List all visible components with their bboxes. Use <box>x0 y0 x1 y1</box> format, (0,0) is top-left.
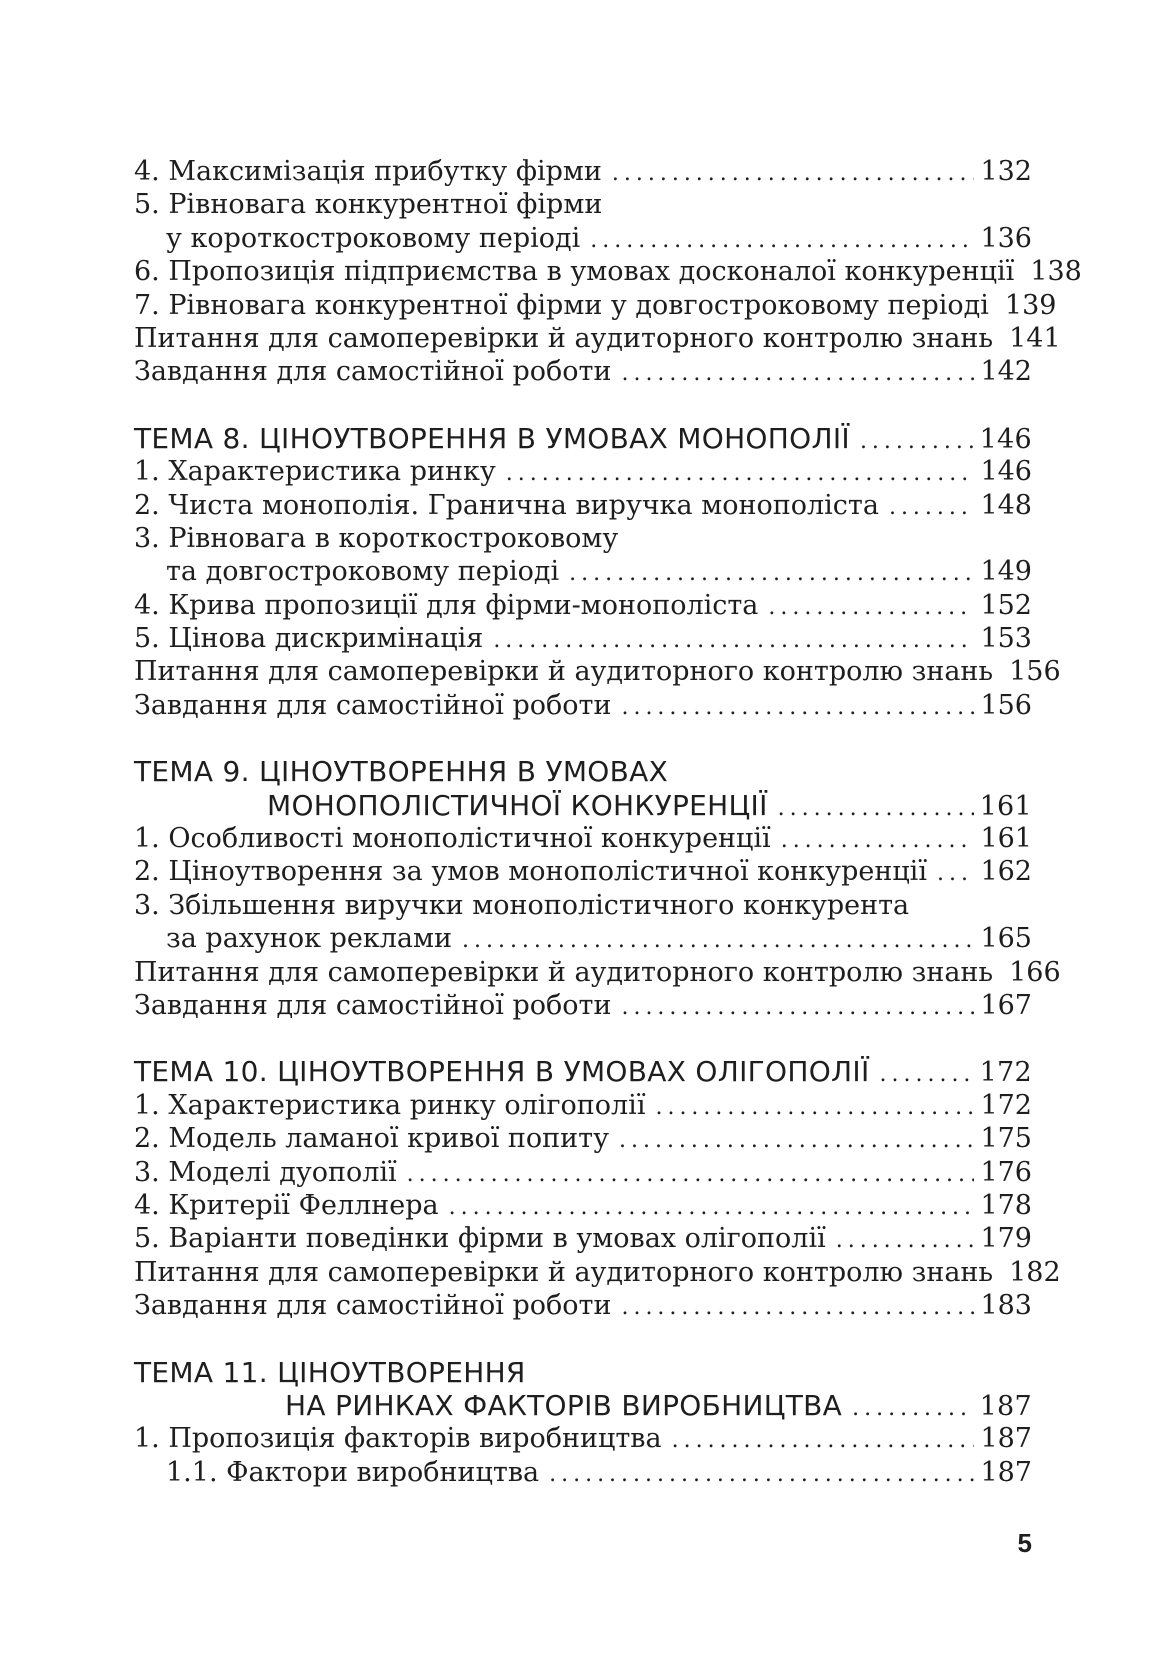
toc-page-number: 187 <box>980 1423 1032 1455</box>
toc-entry[interactable] <box>134 855 1032 888</box>
toc-page-number: 183 <box>980 1290 1032 1322</box>
toc-entry-title: 1.1. Фактори виробництва <box>166 1456 540 1488</box>
toc-entry[interactable] <box>134 188 1032 221</box>
toc-page-number: 187 <box>980 1456 1032 1488</box>
toc-entry[interactable] <box>134 489 1032 522</box>
toc-entry-title: 5. Цінова дискримінація <box>134 623 484 655</box>
toc-entry-title: Питання для самоперевірки й аудиторного контролю знань <box>134 1256 994 1288</box>
toc-entry-title: 4. Крива пропозиції для фірми-монополіста <box>134 589 759 621</box>
toc-entry[interactable] <box>134 956 1061 989</box>
toc-heading[interactable] <box>134 1055 1032 1088</box>
toc-entry[interactable] <box>134 1422 1032 1455</box>
toc-entry[interactable] <box>134 589 1032 622</box>
toc-page-number: 132 <box>980 156 1032 187</box>
toc-entry[interactable] <box>134 889 1032 922</box>
toc-page-number: 187 <box>979 1390 1032 1422</box>
toc-page-number: 156 <box>980 689 1032 721</box>
dot-leader <box>462 922 974 957</box>
toc-entry[interactable] <box>134 1122 1032 1155</box>
dot-leader <box>449 1189 975 1224</box>
toc-entry[interactable] <box>134 1289 1032 1322</box>
toc-entry[interactable] <box>134 1256 1061 1289</box>
toc-section <box>134 755 1061 1022</box>
table-of-contents <box>134 155 1082 1489</box>
toc-entry-title: Завдання для самостійної роботи <box>134 989 612 1021</box>
toc-page-number: 138 <box>1030 256 1082 288</box>
toc-section <box>134 1055 1061 1322</box>
toc-entry-title: Завдання для самостійної роботи <box>134 356 612 388</box>
dot-leader <box>506 455 975 490</box>
toc-page-number: 146 <box>979 423 1032 455</box>
dot-leader <box>549 1456 974 1491</box>
toc-entry-title: Завдання для самостійної роботи <box>134 689 612 721</box>
toc-entry-title: 1. Пропозиція факторів виробництва <box>134 1423 662 1455</box>
toc-entry-title: 2. Чиста монополія. Гранична виручка монополіста <box>134 489 879 521</box>
toc-heading[interactable] <box>134 1389 1032 1422</box>
toc-page-number: 141 <box>1009 322 1061 354</box>
toc-entry-title: 5. Варіанти поведінки фірми в умовах олігополії <box>134 1223 826 1255</box>
dot-leader <box>621 989 974 1024</box>
toc-section <box>134 155 1082 389</box>
toc-entry[interactable] <box>134 355 1032 388</box>
toc-entry-title: 4. Максимізація прибутку фірми <box>134 156 602 187</box>
dot-leader <box>621 355 974 390</box>
toc-page-number: 178 <box>980 1189 1032 1221</box>
toc-heading[interactable] <box>134 422 1032 455</box>
toc-entry-title: 3. Рівновага в короткостроковому <box>134 522 619 554</box>
toc-page-number: 179 <box>980 1223 1032 1255</box>
toc-page-number: 156 <box>1009 656 1061 688</box>
dot-leader <box>672 1422 975 1457</box>
dot-leader <box>778 789 974 825</box>
dot-leader <box>937 855 974 890</box>
dot-leader <box>619 1122 974 1157</box>
toc-entry-title: 4. Критерії Феллнера <box>134 1189 439 1221</box>
toc-entry[interactable] <box>134 1156 1032 1189</box>
toc-entry[interactable] <box>134 655 1061 688</box>
toc-heading[interactable] <box>134 755 1032 788</box>
dot-leader <box>493 622 974 657</box>
toc-entry-title: 1. Особливості монополістичної конкуренції <box>134 823 771 855</box>
toc-entry[interactable] <box>134 222 1032 255</box>
toc-page-number: 166 <box>1009 956 1061 988</box>
toc-entry-title: Завдання для самостійної роботи <box>134 1290 612 1322</box>
toc-entry-title: ТЕМА 11. ЦІНОУТВОРЕННЯ <box>134 1355 526 1389</box>
dot-leader <box>621 689 974 724</box>
toc-entry-title: 1. Характеристика ринку олігополії <box>134 1089 646 1121</box>
toc-entry-title: ТЕМА 9. ЦІНОУТВОРЕННЯ В УМОВАХ <box>134 755 669 789</box>
toc-page-number: 161 <box>980 823 1032 855</box>
toc-entry-title: 1. Характеристика ринку <box>134 456 496 488</box>
toc-entry[interactable] <box>134 455 1032 488</box>
toc-entry[interactable] <box>134 155 1032 188</box>
toc-heading[interactable] <box>134 789 1032 822</box>
toc-entry-title: ТЕМА 10. ЦІНОУТВОРЕННЯ В УМОВАХ ОЛІГОПОЛІЇ <box>134 1055 870 1089</box>
toc-entry-title: 2. Модель ламаної кривої попиту <box>134 1123 609 1155</box>
toc-page-number: 148 <box>980 489 1032 521</box>
toc-page-number: 176 <box>980 1156 1032 1188</box>
toc-entry[interactable] <box>134 1189 1032 1222</box>
toc-page-number: 172 <box>980 1089 1032 1121</box>
toc-entry[interactable] <box>134 289 1057 322</box>
dot-leader <box>836 1222 975 1257</box>
dot-leader <box>860 422 974 458</box>
toc-entry-title: Питання для самоперевірки й аудиторного контролю знань <box>134 656 994 688</box>
toc-entry[interactable] <box>134 1089 1032 1122</box>
toc-entry[interactable] <box>134 1222 1032 1255</box>
toc-entry[interactable] <box>134 689 1032 722</box>
toc-entry[interactable] <box>134 1456 1032 1489</box>
toc-page-number: 182 <box>1009 1256 1061 1288</box>
toc-page-number: 149 <box>980 556 1032 588</box>
toc-entry-title: за рахунок реклами <box>166 923 452 955</box>
toc-entry[interactable] <box>134 322 1061 355</box>
dot-leader <box>781 822 975 857</box>
toc-page-number: 167 <box>980 989 1032 1021</box>
toc-page-number: 165 <box>980 923 1032 955</box>
toc-page-number: 136 <box>980 222 1032 254</box>
toc-section <box>134 1356 1032 1490</box>
toc-page-number: 161 <box>979 790 1032 822</box>
toc-entry[interactable] <box>134 922 1032 955</box>
dot-leader <box>768 589 974 624</box>
toc-page-number: 142 <box>980 356 1032 388</box>
dot-leader <box>407 1156 975 1191</box>
toc-entry-title: та довгостроковому періоді <box>166 556 560 588</box>
toc-entry-title: МОНОПОЛІСТИЧНОЇ КОНКУРЕНЦІЇ <box>267 788 768 822</box>
toc-entry[interactable] <box>134 522 1032 555</box>
page-number: 5 <box>1017 1528 1032 1558</box>
toc-entry[interactable] <box>134 622 1032 655</box>
toc-page-number: 153 <box>980 623 1032 655</box>
dot-leader <box>569 555 974 590</box>
dot-leader <box>852 1389 973 1425</box>
toc-entry-title: 3. Моделі дуополії <box>134 1156 397 1188</box>
toc-entry[interactable] <box>134 255 1082 288</box>
toc-entry-title: 3. Збільшення виручки монополістичного конкурента <box>134 889 910 921</box>
toc-entry-title: 6. Пропозиція підприємства в умовах досконалої конкуренції <box>134 256 1015 288</box>
dot-leader <box>590 222 974 257</box>
toc-entry-title: НА РИНКАХ ФАКТОРІВ ВИРОБНИЦТВА <box>285 1388 843 1422</box>
dot-leader <box>621 1289 974 1324</box>
toc-heading[interactable] <box>134 1356 1032 1389</box>
toc-section <box>134 421 1061 723</box>
toc-entry-title: Питання для самоперевірки й аудиторного контролю знань <box>134 322 994 354</box>
toc-entry[interactable] <box>134 822 1032 855</box>
toc-page-number: 152 <box>980 589 1032 621</box>
toc-entry-title: у короткостроковому періоді <box>166 222 581 254</box>
dot-leader <box>612 155 975 190</box>
toc-page-number: 139 <box>1004 289 1057 321</box>
toc-entry-title: Питання для самоперевірки й аудиторного контролю знань <box>134 956 994 988</box>
toc-entry-title: 7. Рівновага конкурентної фірми у довгостроковому періоді <box>134 289 989 321</box>
toc-page-number: 162 <box>980 856 1032 888</box>
toc-entry-title: ТЕМА 8. ЦІНОУТВОРЕННЯ В УМОВАХ МОНОПОЛІЇ <box>134 421 850 455</box>
dot-leader <box>655 1089 974 1124</box>
toc-entry-title: 5. Рівновага конкурентної фірми <box>134 189 603 221</box>
toc-page-number: 172 <box>979 1057 1032 1089</box>
toc-page-number: 146 <box>980 456 1032 488</box>
toc-entry-title: 2. Ціноутворення за умов монополістичної конкуренції <box>134 856 927 888</box>
toc-entry[interactable] <box>134 989 1032 1022</box>
toc-page-number: 175 <box>980 1123 1032 1155</box>
toc-entry[interactable] <box>134 555 1032 588</box>
dot-leader <box>880 1055 974 1091</box>
dot-leader <box>889 489 975 524</box>
